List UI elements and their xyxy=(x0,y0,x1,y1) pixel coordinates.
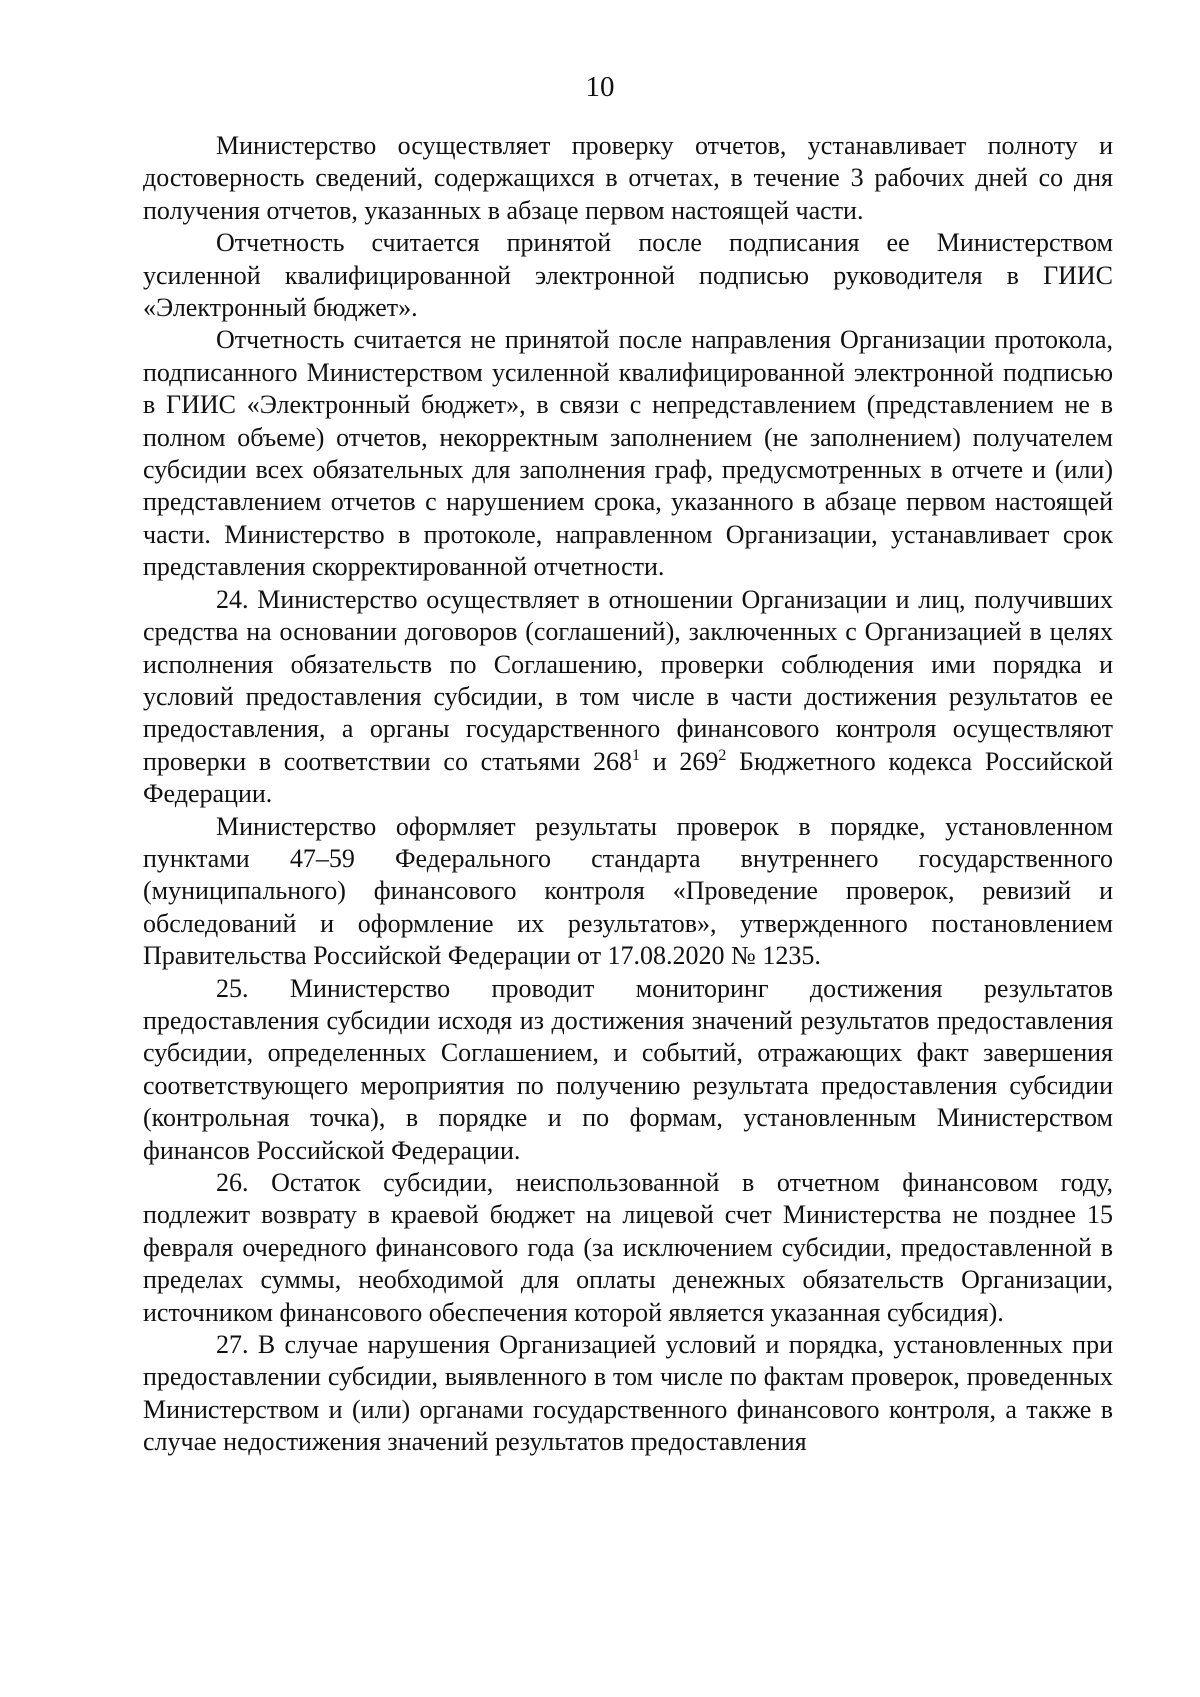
superscript-2: 2 xyxy=(718,746,727,764)
paragraph-inspection-results: Министерство оформляет результаты проверок в порядке, установленном пунктами 47–59 Федерального стандарта внутреннего государственного (муниципального) финансового контроля «Проведение проверок, ревизий и обследований и оформление их результатов», утвержденного постановлением Правительства Российской Федерации от 17.08.2020 № 1235. xyxy=(143,811,1113,971)
paragraph-report-accepted: Отчетность считается принятой после подписания ее Министерством усиленной квалифицированной электронной подписью руководителя в ГИИС «Электронный бюджет». xyxy=(143,228,1113,323)
page-number: 10 xyxy=(585,71,615,103)
document-body xyxy=(143,130,1113,1459)
paragraph-26-subsidy-balance: 26. Остаток субсидии, неиспользованной в отчетном финансовом году, подлежит возврату в краевой бюджет на лицевой счет Министерства не позднее 15 февраля очередного финансового года (за исключением субсидии, предоставленной в пределах суммы, необходимой для оплаты денежных обязательств Организации, источником финансового обеспечения которой является указанная субсидия). xyxy=(143,1168,1113,1327)
superscript-1: 1 xyxy=(632,746,640,764)
paragraph-27-violation: 27. В случае нарушения Организацией условий и порядка, установленных при предоставлении субсидии, выявленного в том числе по фактам проверок, проведенных Министерством и (или) органами государственного финансового контроля, а также в случае недостижения значений результатов предоставления xyxy=(143,1330,1113,1457)
paragraph-report-check: Министерство осуществляет проверку отчетов, устанавливает полноту и достоверность сведений, содержащихся в отчетах, в течение 3 рабочих дней со дня получения отчетов, указанных в абзаце первом настоящей части. xyxy=(143,131,1113,225)
paragraph-24-text-mid: и 269 xyxy=(640,746,719,776)
paragraph-24-text: 24. Министерство осуществляет в отношении Организации и лиц, получивших средства на основании договоров (соглашений), заключенных с Организацией в целях исполнения обязательств по Соглашению, проверки соблюдения ими порядка и условий предоставления субсидии, в том числе в части достижения результатов ее предоставления, а органы государственного финансового контроля осуществляют проверки в соответствии со статьями 268 xyxy=(143,584,1113,776)
paragraph-24-inspections xyxy=(143,584,1113,811)
paragraph-25-monitoring: 25. Министерство проводит мониторинг достижения результатов предоставления субсидии исходя из достижения значений результатов предоставления субсидии, определенных Соглашением, и событий, отражающих факт завершения соответствующего мероприятия по получению результата предоставления субсидии (контрольная точка), в порядке и по формам, установленным Министерством финансов Российской Федерации. xyxy=(143,973,1113,1165)
paragraph-report-not-accepted: Отчетность считается не принятой после направления Организации протокола, подписанного Министерством усиленной квалифицированной электронной подписью в ГИИС «Электронный бюджет», в связи с непредставлением (представлением не в полном объеме) отчетов, некорректным заполнением (не заполнением) получателем субсидии всех обязательных для заполнения граф, предусмотренных в отчете и (или) представлением отчетов с нарушением срока, указанного в абзаце первом настоящей части. Министерство в протоколе, направленном Организации, устанавливает срок представления скорректированной отчетности. xyxy=(143,325,1113,582)
paragraph-24-text-end: Бюджетного кодекса Российской Федерации. xyxy=(143,746,1113,809)
